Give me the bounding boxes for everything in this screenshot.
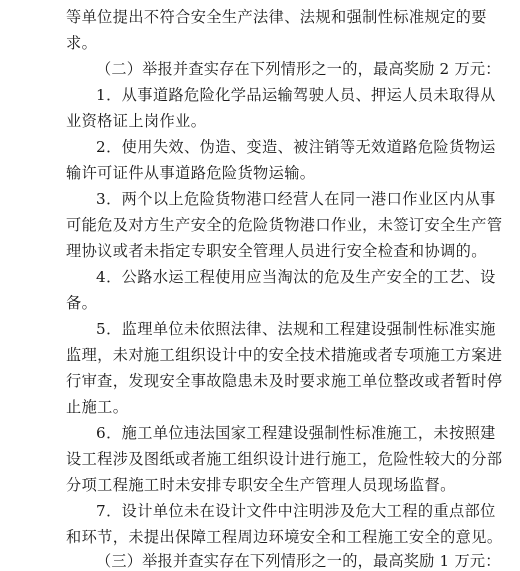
- list-item-3: 3．两个以上危险货物港口经营人在同一港口作业区内从事: [96, 190, 496, 208]
- paragraph-line: 理协议或者未指定专职安全管理人员进行安全检查和协调的。: [66, 242, 487, 260]
- paragraph-line: 输许可证件从事道路危险货物运输。: [66, 164, 316, 182]
- list-item-1: 1．从事道路危险化学品运输驾驶人员、押运人员未取得从: [96, 86, 496, 104]
- list-item-6: 6．施工单位违法国家工程建设强制性标准施工，未按照建: [96, 424, 496, 442]
- paragraph-line: 等单位提出不符合安全生产法律、法规和强制性标准规定的要: [66, 8, 487, 26]
- list-item-5: 5．监理单位未依照法律、法规和工程建设强制性标准实施: [96, 320, 496, 338]
- paragraph-line: 求。: [66, 34, 98, 52]
- list-item-2: 2．使用失效、伪造、变造、被注销等无效道路危险货物运: [96, 138, 496, 156]
- paragraph-line: 设工程涉及图纸或者施工组织设计进行施工，危险性较大的分部: [66, 450, 503, 468]
- section-heading: （二）举报并查实存在下列情形之一的，最高奖励 2 万元：: [96, 60, 501, 78]
- paragraph-line: 行审查，发现安全事故隐患未及时要求施工单位整改或者暂时停: [66, 372, 503, 390]
- paragraph-line: 止施工。: [66, 398, 129, 416]
- list-item-4: 4．公路水运工程使用应当淘汰的危及生产安全的工艺、设: [96, 268, 496, 286]
- section-heading: （三）举报并查实存在下列情形之一的，最高奖励 1 万元：: [96, 552, 501, 570]
- paragraph-line: 业资格证上岗作业。: [66, 112, 207, 130]
- list-item-7: 7．设计单位未在设计文件中注明涉及危大工程的重点部位: [96, 502, 496, 520]
- paragraph-line: 和环节，未提出保障工程周边环境安全和工程施工安全的意见。: [66, 528, 503, 546]
- paragraph-line: 备。: [66, 294, 98, 312]
- paragraph-line: 可能危及对方生产安全的危险货物港口作业，未签订安全生产管: [66, 216, 503, 234]
- paragraph-line: 监理，未对施工组织设计中的安全技术措施或者专项施工方案进: [66, 346, 503, 364]
- paragraph-line: 分项工程施工时未安排专职安全生产管理人员现场监督。: [66, 476, 456, 494]
